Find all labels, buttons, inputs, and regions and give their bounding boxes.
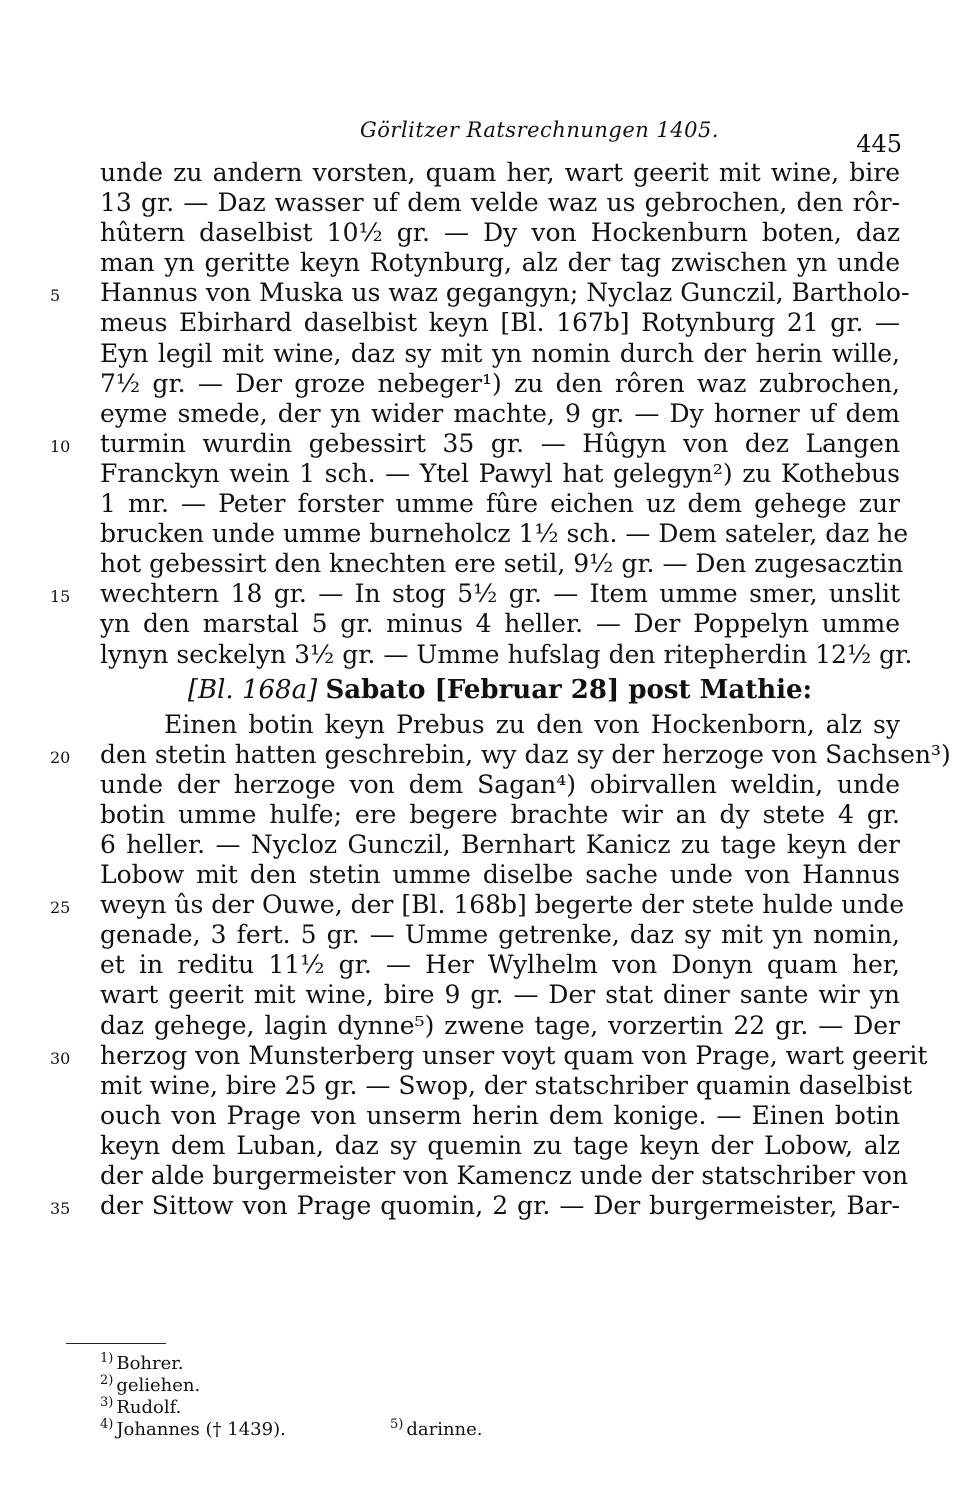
text-line (100, 188, 900, 218)
text-line (100, 800, 900, 830)
text-block-2 (50, 709, 951, 1222)
text-line (100, 1070, 913, 1101)
text-line (100, 399, 900, 429)
text-line (100, 710, 900, 740)
line-text: daz gehege, lagin dynne⁵) zwene tage, vorzertin 22 gr. — Der (100, 1010, 900, 1040)
text-line (100, 459, 900, 489)
footnote-mark: 1) (100, 1351, 114, 1366)
footnote-mark: 2) (100, 1373, 114, 1388)
body-text (50, 158, 951, 1221)
footnote-rule (66, 1343, 166, 1344)
footnote-text: Johannes († 1439). (116, 1419, 286, 1440)
text-line (100, 950, 900, 980)
line-text: mit wine, bire 25 gr. — Swop, der statschriber quamin daselbist (100, 1070, 913, 1100)
line-text: 7½ gr. — Der groze nebeger¹) zu den rôren waz zubrochen, (100, 368, 900, 398)
line-text: Franckyn wein 1 sch. — Ytel Pawyl hat gelegyn²) zu Kothebus (100, 458, 900, 488)
line-text: turmin wurdin gebessirt 35 gr. — Hûgyn von dez Langen (100, 428, 900, 458)
line-text: Einen botin keyn Prebus zu den von Hockenborn, alz sy (164, 709, 900, 739)
footnotes (100, 1348, 700, 1440)
footnote-text: geliehen. (116, 1375, 201, 1396)
line-number: 35 (50, 1199, 71, 1219)
text-line (100, 158, 900, 188)
text-line (100, 218, 900, 248)
text-line (100, 980, 900, 1010)
line-number: 20 (50, 747, 71, 767)
line-text: man yn geritte keyn Rotynburg, alz der tag zwischen yn unde (100, 248, 900, 278)
text-line (50, 1191, 900, 1221)
text-line (100, 920, 900, 950)
line-text: keyn dem Luban, daz sy quemin zu tage keyn der Lobow, alz (100, 1130, 900, 1160)
line-text: et in reditu 11½ gr. — Her Wylhelm von Donyn quam her, (100, 950, 900, 980)
line-text: brucken unde umme burneholcz 1½ sch. — Dem sateler, daz he (100, 519, 909, 549)
line-number: 5 (50, 286, 61, 306)
line-number: 30 (50, 1048, 71, 1068)
footnote-mark: 5) (390, 1417, 404, 1432)
line-text: Hannus von Muska us waz gegangyn; Nyclaz Gunczil, Bartholo- (100, 278, 910, 308)
line-text: 6 heller. — Nycloz Gunczil, Bernhart Kanicz zu tage keyn der (100, 829, 900, 859)
footnote-mark: 3) (100, 1395, 114, 1410)
folio-reference: [Bl. 168a] (187, 674, 318, 705)
text-line (100, 308, 900, 338)
line-text: Lobow mit den stetin umme diselbe sache unde von Hannus (100, 860, 900, 890)
line-text: yn den marstal 5 gr. minus 4 heller. — Der Poppelyn umme (100, 609, 900, 639)
footnote (390, 1414, 483, 1441)
footnote-text: Rudolf. (116, 1397, 182, 1418)
text-line (50, 278, 910, 308)
text-line (100, 489, 900, 519)
line-text: wart geerit mit wine, bire 9 gr. — Der stat diner sante wir yn (100, 980, 900, 1010)
footnote-mark: 4) (100, 1417, 114, 1432)
footnote (100, 1370, 700, 1396)
footnote-text: Bohrer. (116, 1353, 184, 1374)
page-number: 445 (856, 130, 902, 158)
text-line (100, 860, 900, 890)
text-line (100, 609, 900, 639)
line-text: hûtern daselbist 10½ gr. — Dy von Hockenburn boten, daz (100, 218, 900, 248)
text-line (100, 1011, 900, 1041)
footnote (100, 1414, 700, 1440)
line-text: Eyn legil mit wine, daz sy mit yn nomin durch der herin wille, (100, 338, 900, 368)
footnote (100, 1392, 700, 1418)
line-text: meus Ebirhard daselbist keyn [Bl. 167b] Rotynburg 21 gr. — (100, 308, 900, 338)
text-line (100, 639, 913, 670)
line-text: der Sittow von Prage quomin, 2 gr. — Der burgermeister, Bar- (100, 1191, 900, 1221)
line-number: 15 (50, 587, 71, 607)
running-title: Görlitzer Ratsrechnungen 1405. (360, 118, 720, 142)
line-text: 13 gr. — Daz wasser uf dem velde waz us gebrochen, den rôr- (100, 188, 900, 218)
text-line (100, 1131, 900, 1161)
line-text: 1 mr. — Peter forster umme fûre eichen uz dem gehege zur (100, 489, 900, 519)
section-title: Sabato [Februar 28] post Mathie: (325, 674, 813, 705)
line-text: eyme smede, der yn wider machte, 9 gr. — Dy horner uf dem (100, 398, 900, 428)
text-line (100, 369, 900, 399)
text-line (100, 1101, 900, 1131)
text-line (50, 428, 900, 459)
footnote (100, 1348, 700, 1374)
section-heading (100, 670, 900, 710)
text-line (100, 519, 909, 549)
line-text: unde der herzoge von dem Sagan⁴) obirvallen weldin, unde (100, 769, 900, 799)
text-line (100, 830, 900, 860)
line-text: den stetin hatten geschrebin, wy daz sy der herzoge von Sachsen³) (100, 739, 951, 769)
text-line (100, 339, 900, 369)
line-text: genade, 3 fert. 5 gr. — Umme getrenke, daz sy mit yn nomin, (100, 920, 900, 950)
text-line (100, 770, 900, 800)
text-line (100, 1161, 909, 1191)
page-header (0, 114, 960, 158)
line-text: ouch von Prage von unserm herin dem konige. — Einen botin (100, 1100, 900, 1130)
text-line (100, 549, 904, 579)
line-text: herzog von Munsterberg unser voyt quam von Prage, wart geerit (100, 1040, 928, 1070)
text-line (50, 579, 900, 609)
text-line (50, 739, 951, 770)
line-text: hot gebessirt den knechten ere setil, 9½ gr. — Den zugesacztin (100, 549, 904, 579)
text-line (100, 248, 900, 278)
text-line (50, 890, 905, 920)
line-text: der alde burgermeister von Kamencz unde der statschriber von (100, 1161, 909, 1190)
text-block-1 (50, 158, 913, 670)
footnote-text: darinne. (406, 1419, 483, 1440)
line-text: botin umme hulfe; ere begere brachte wir an dy stete 4 gr. (100, 799, 900, 829)
line-text: lynyn seckelyn 3½ gr. — Umme hufslag den ritepherdin 12½ gr. (100, 639, 913, 669)
line-number: 25 (50, 898, 71, 918)
line-text: weyn ûs der Ouwe, der [Bl. 168b] begerte der stete hulde unde (100, 890, 905, 920)
text-line (50, 1040, 928, 1071)
line-text: wechtern 18 gr. — In stog 5½ gr. — Item umme smer, unslit (100, 579, 900, 609)
line-number: 10 (50, 436, 71, 456)
line-text: unde zu andern vorsten, quam her, wart geerit mit wine, bire (100, 158, 900, 187)
